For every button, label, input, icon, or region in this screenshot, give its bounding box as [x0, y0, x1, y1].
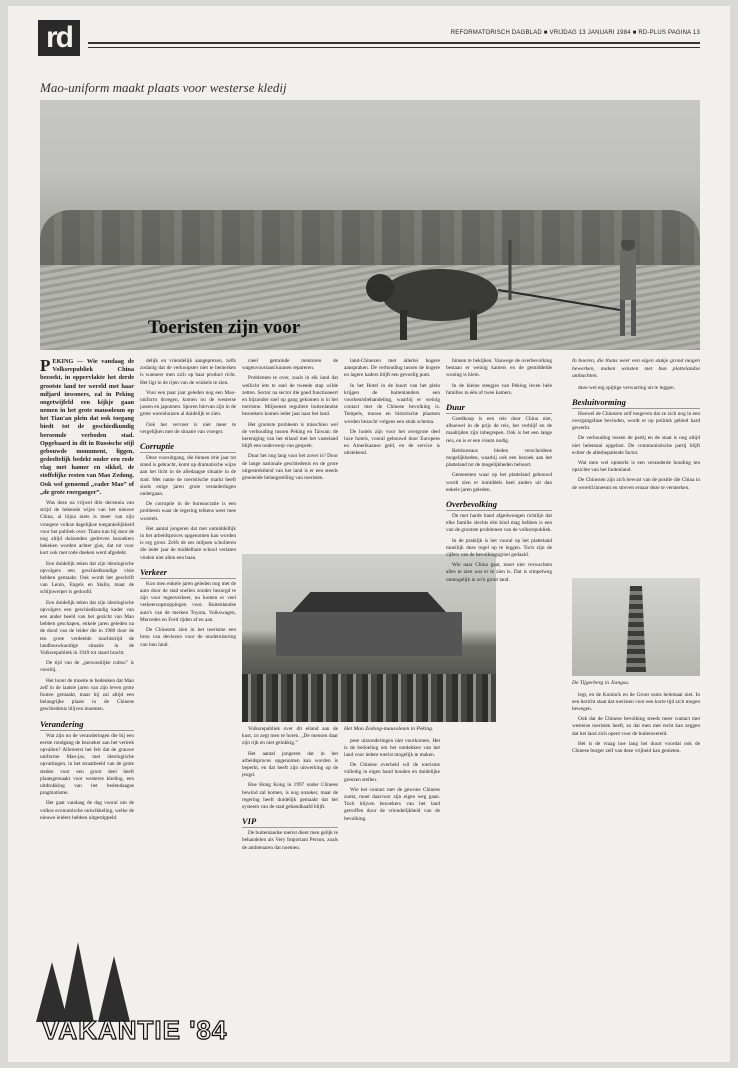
- headline-line-2: [114, 345, 334, 350]
- paragraph: legt, en de Koninck en de Groot soms helemaal niet. In een bericht staat dat toeristen voor een korte tijd zich mogen bewegen.: [572, 691, 700, 712]
- buffalo-plough-illustration: [300, 240, 700, 350]
- paragraph: De corruptie in de bureaucratie is een probleem waar de regering telkens weer mee worstelt.: [140, 501, 236, 522]
- article-kicker: Mao-uniform maakt plaats voor westerse kledij: [40, 80, 287, 95]
- column-1: [40, 358, 134, 898]
- paragraph: Het is de vraag hoe lang het duurt voordat ook de Chinese burger zelf van deze vrijheid kan genieten.: [572, 740, 700, 754]
- paragraph: In de kleine steegjes van Peking leven hele families in één of twee kamers.: [446, 382, 552, 396]
- column-5: [446, 358, 552, 1048]
- subheading-corruptie: Corruptie: [140, 441, 236, 453]
- pagoda-photo-caption: De Tijgerberg in Jiangsu.: [572, 680, 630, 686]
- article-lead: PEKING — Wie vandaag de Volksrepubliek China bezoekt, in oppervlakte het derde grootste land ter wereld met haar miljard inwoners, zal in Peking ongetwijfeld een kijkje gaan nemen in het grote mausoleum op het Tian'an plein dat ook toegang biedt tot de geschiedkundig beroemde verboden stad. Opgebaard in dit in Russische stijl gebouwde monument, liggen, gedeeltelijk bedekt onder een rode vlag met hamer en sikkel, de stoffelijke resten van Mao Zedong. Ook wel genoemd „vader Mao” of „de grote roerganger”.: [40, 358, 134, 496]
- column-6: [572, 358, 700, 572]
- paragraph: pese uitzonderingen niet voorkomen. Het is de bedoeling om het ontdekken van het land voor iedere toerist mogelijk te maken.: [344, 737, 440, 758]
- paragraph: De verhouding tussen de partij en de staat is nog altijd niet helemaal opgelost. De communistische partij blijft echter de allesbepalende factor.: [572, 435, 700, 456]
- paragraph: Wie naar China gaat, moet niet verwachten alles te zien wat er te zien is. Dat is simpelweg onmogelijk in zo'n groot land.: [446, 562, 552, 583]
- column-6-bottom: [572, 680, 700, 1048]
- paragraph: Kon men enkele jaren geleden nog met de auto door de stad snellen zonder bezorgd te zijn voor tegenverkeer, nu komen er veel verkeersopstoppingen voor. Buitenlandse auto's van de merken Toyota, Volkswagen, Mercedes en Ford rijden af en aan.: [140, 580, 236, 623]
- paragraph: Wat zijn nu de veranderingen die bij een eerste rondgang de bezoeker aan het vertrek opvallen? Allereerst het feit dat de grauwe uniforme Mao-jas, met ideologische opvattingen, in het straatbeeld van de grote steden voor een groot deel heeft plaatsgemaakt voor westerse kleding, een uitdrukking van het hedendaagse pragmatisme.: [40, 732, 134, 797]
- paragraph: Deze vooruitgang, die binnen drie jaar tot stand is gebracht, komt op dramatische wijze aan het licht in de alledaagse situatie in de stad. Met name de toeristische markt heeft sinds enige jaren grote veranderingen ondergaan.: [140, 455, 236, 498]
- paragraph: De buitenlandse toerist dient men gelijk te behandelen als Very Important Person, zoals de ambtenaren dat noemen.: [242, 830, 338, 851]
- pagoda-photo: [572, 578, 700, 676]
- paragraph: Wie het contact met de gewone Chinees zoekt, moet daarvoor zijn eigen weg gaan. Toch blijven bezoekers van het land getroffen door de vriendelijkheid van de bevolking.: [344, 786, 440, 822]
- subheading-besluitvorming: Besluitvorming: [572, 397, 700, 409]
- paragraph: Goedkoop is een reis door China niet, alhoewel in de prijs de reis, het verblijf en de maaltijden zijn inbegrepen. Ook is het een lange reis, en is er een visum nodig.: [446, 416, 552, 444]
- dropcap: P: [40, 358, 51, 375]
- paragraph: Duur het nog lang voor het zover is? Door de lange nationale geschiedenis en de grote uitgestrektheid van het land is er een steeds groeiende belangstelling van toeristen.: [242, 453, 338, 482]
- tree-icon: [98, 956, 130, 1022]
- pagoda: [626, 586, 646, 672]
- headline-line-1: Toeristen zijn voor: [147, 317, 301, 338]
- paragraph: Het aantal jongeren dat met onmiddellijk in het arbeidsproces opgenomen kan worden is erg groot. Zelfs de zes miljoen scholieren die ieder jaar de middelbare school verlaten vinden niet allen een baan.: [140, 525, 236, 561]
- tree-icon: [62, 942, 94, 1022]
- vakantie-label: VAKANTIE '84: [42, 1015, 228, 1045]
- paragraph: In de praktijk is het vooral op het platteland moeilijk deze regel op te leggen. Toch zijn de cijfers van de bevolkingsgroei gedaald.: [446, 537, 552, 559]
- paragraph: binnen te bekijken. Vanwege de overbevolking bestaan er weinig kamers en de gemiddelde woning is klein.: [446, 358, 552, 379]
- paragraph: Het grootste probleem is misschien wel de verhouding tussen Peking en Taiwan: de hereniging van het eiland met het vasteland blijft een onderwerp van gesprek.: [242, 421, 338, 450]
- paragraph: deze wel erg spijtige verwarring uit te leggen.: [578, 384, 675, 391]
- paragraph: Voor een paar jaar geleden nog een Mao-uniform droegen, komen nu de westerse jassen en japonnen. Sporen hiervan zijn in de grote warenhuizen al duidelijk te zien.: [140, 389, 236, 418]
- masthead-rule-thin: [88, 47, 700, 48]
- paragraph: Reisbureaus bieden verscheidene mogelijkheden, waarbij ook een bezoek aan het platteland tot de mogelijkheden behoort.: [446, 447, 552, 469]
- gate-roof: [292, 592, 446, 612]
- paragraph: delijk en vriendelijk aangeprezen, zelfs zodanig dat de verkoopster niet te bemerken is wanneer men zich op haar product richt. Het ligt in de rijen van de winkels te zien.: [140, 358, 236, 386]
- paragraph: Een duidelijk teken dat zijn ideologische opvolgers een geschiedkundige visie hebben gemaakt. Ook wordt het geschrift van Lenin, Engels en Stalin, maar de schijnwerper is gedoofd.: [40, 560, 134, 596]
- paragraph: Was deze na vrijwel drie decennia van strijd de bekende wijze van het nieuwe China, al bijna niets is meer van zijn vroegere volkse dagelijkse toegankelijkheid voor het publiek over. Thans kan hij door de nog altijd duizenden gedreven bezoekers bekeken worden achter glas, dat tot voor kort ook met rode doeken werd afgedekt.: [40, 499, 134, 557]
- paragraph: De tijd van de „persoonlijke cultus” is voorbij.: [40, 660, 134, 674]
- paragraph: Het aantal jongeren dat in het arbeidsproces opgenomen kan worden is beperkt, en dat heeft zijn uitwerking op de jeugd.: [242, 750, 338, 779]
- newspaper-page: [8, 6, 730, 1062]
- subheading-verandering: Verandering: [40, 719, 134, 731]
- headline: [114, 310, 334, 350]
- paragraph: Ook dat de Chinese bevolking steeds meer contact met westerse toeristen heeft, zo dat men met recht kan zeggen dat het land zich opent voor de buitenwereld.: [572, 716, 700, 737]
- column-2: [140, 358, 236, 1048]
- paragraph: Gemeenten waar op het platteland gebouwd wordt zien er inmiddels heel anders uit dan enkele jaren geleden.: [446, 472, 552, 493]
- main-photo-farmer-with-buffalo: [40, 100, 700, 350]
- main-photo-caption: In boeren, die thans weer een eigen stukje grond mogen bewerken, maken winsten met hun plattelandse ambachten.: [572, 358, 700, 380]
- newspaper-logo: rd: [38, 20, 80, 56]
- subheading-duur: Duur: [446, 402, 552, 414]
- column-3-bottom: [242, 726, 338, 1048]
- subheading-overbevolking: Overbevolking: [446, 499, 552, 511]
- paragraph: De met harde hand afgedwongen richtlijn dat elke familie slechts één kind mag hebben is een van de grootste problemen van de volksrepubliek.: [446, 513, 552, 534]
- masthead-rule: [88, 42, 700, 44]
- paragraph: In het Hotel in de buurt van het plein krijgen de buitenlanders een voorkeursbehandeling, waarbij er weinig contact met de Chinese bevolking is. Tempels, musea en historische plaatsen worden bezocht volgens een strak schema.: [344, 382, 440, 425]
- paragraph: De Chinezen zijn zich bewust van de positie die China in de wereld inneemt en streven ernaar deze te versterken.: [572, 477, 700, 491]
- column-4: [344, 358, 440, 548]
- gate-photo-caption: Het Mao Zedong-mausoleum in Peking.: [344, 726, 434, 732]
- paragraph: Hoewel de Chinezen zelf toegeven dat ze zich nog in een overgangsfase bevinden, wordt er op politiek gebied hard gewerkt.: [572, 410, 700, 432]
- paragraph: Volksrepubliek over dit eiland aan de kust, zo zegt men te horen. „De mensen daar zijn rijk en niet gelukkig.”: [242, 726, 338, 747]
- paragraph: Problemen te over, zoals in elk land dat wellicht iets te snel de tweede stap wilde zetten. Sector na sector die goed functioneert en bijzonder snel op gang gekomen is in het toerisme. Miljoenen reguliere buitenlandse bezoekers komen ieder jaar naar het land.: [242, 375, 338, 418]
- paragraph: Hoe Hong Kong in 1997 onder Chinees bewind zal komen, is nog onzeker, maar de regering heeft duidelijk gemaakt dat het systeem van de stad gehandhaafd blijft.: [242, 782, 338, 811]
- paragraph: Het loont de moeite te bedenken dat Mao zelf in de laatste jaren van zijn leven grote fouten gemaakt, maar hij zal altijd een belangrijke plaats in de Chinese geschiedenis blijven innemen.: [40, 677, 134, 713]
- paragraph: cieel getrainde mentoren de wagenvoorraad kunnen repareren.: [242, 358, 338, 372]
- paragraph: De hotels zijn voor het overgrote deel luxe hotels, vooral gebouwd door Europees en Amerikaanse geld, en de service is uitstekend.: [344, 428, 440, 457]
- paragraph: De Chinese overheid wil de toerisme volledig in eigen hand houden en duidelijke grenzen stellen.: [344, 762, 440, 783]
- column-3: [242, 358, 338, 548]
- paragraph: Ook het vervoer is niet meer te vergelijken met de situatie van vroeger.: [140, 421, 236, 435]
- paragraph: Wat men wel opmerkt is een veranderde houding ten opzichte van het buitenland.: [572, 460, 700, 474]
- gate-body: [276, 612, 462, 656]
- subheading-vip: VIP: [242, 816, 338, 828]
- paragraph: De Chinezen zien in het toerisme een bron van deviezen voor de modernisering van hun land.: [140, 627, 236, 648]
- masthead-info: REFORMATORISCH DAGBLAD ■ VRIJDAG 13 JANUARI 1984 ■ RD-PLUS PAGINA 13: [450, 30, 700, 36]
- paragraph: Een duidelijk teken dat zijn ideologische opvolgers een geschiedkundig kader van een ander beeld van het gezicht van Mao hebben geschapen, enkele jaren geleden na de dood van de leider die in 1980 door de ten grote verdeelde machtstrijd de landbouwkundige situatie in de Volksrepubliek in 1949 tot stand bracht.: [40, 599, 134, 656]
- subheading-verkeer: Verkeer: [140, 567, 236, 579]
- paragraph: Het gaat vandaag de dag vooral om de volkse economische ontwikkeling, welke de nieuwe leiders hebben uitgestippeld.: [40, 800, 134, 821]
- paragraph: land-Chinezen met allerlei hogere aanspraken. De verhouding tussen de hogere en lagere kaders blijft een gevoelig punt.: [344, 358, 440, 379]
- column-4-bottom: [344, 726, 440, 1048]
